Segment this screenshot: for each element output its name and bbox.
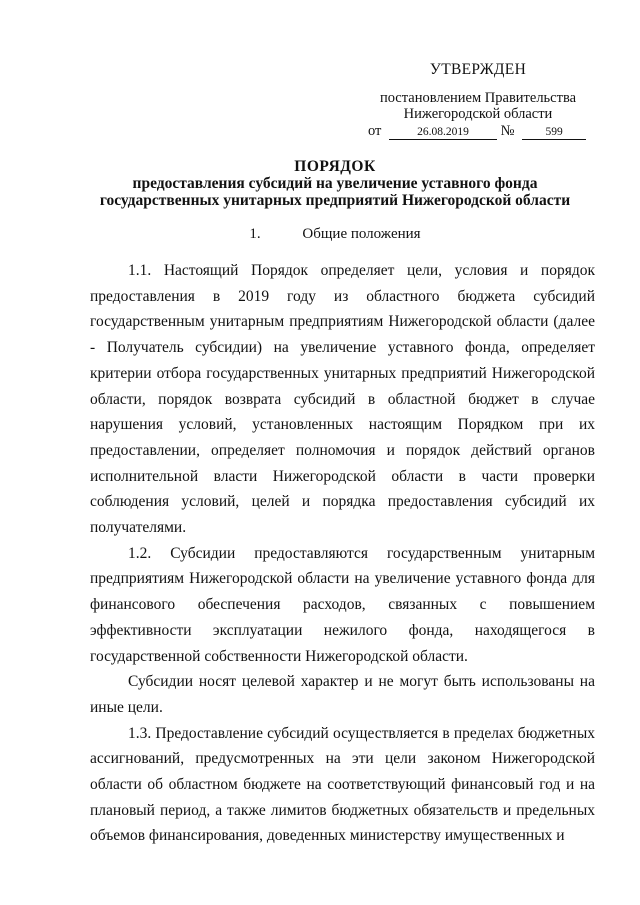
decree-line: постановлением Правительства bbox=[379, 90, 577, 106]
approved-label: УТВЕРЖДЕН bbox=[429, 61, 527, 78]
decree-number: 599 bbox=[522, 126, 586, 140]
decree-date: 26.08.2019 bbox=[389, 126, 497, 140]
paragraph: 1.3. Предоставление субсидий осуществляется в пределах бюджетных ассигнований, предусмотренных на эти цели законом Нижегородской области об областном бюджете на соответствующий финансовый год и на плановый период, а также лимитов бюджетных обязательств и предельных объемов финансирования, доведенных министерству имущественных и bbox=[90, 724, 595, 845]
region-line: Нижегородской области bbox=[403, 106, 553, 122]
document-subtitle: предоставления субсидий на увеличение уставного фонда государственных унитарных предприятий Нижегородской области bbox=[99, 175, 571, 209]
paragraph: Субсидии носят целевой характер и не могут быть использованы на иные цели. bbox=[90, 673, 595, 716]
document-title: ПОРЯДОК bbox=[294, 158, 376, 175]
paragraph: 1.2. Субсидии предоставляются государственным унитарным предприятиям Нижегородской области на увеличение уставного фонда для финансового обеспечения расходов, связанных с повышением эффективности эксплуатации нежилого фонда, находящегося в государственной собственности Нижегородской области. bbox=[90, 544, 595, 665]
document-body bbox=[90, 258, 595, 849]
section-heading bbox=[80, 226, 590, 243]
from-label: от bbox=[368, 123, 382, 139]
approval-stamp bbox=[368, 62, 588, 140]
date-number-line bbox=[368, 123, 588, 140]
paragraph: 1.1. Настоящий Порядок определяет цели, условия и порядок предоставления в 2019 году из областного бюджета субсидий государственным унитарным предприятиям Нижегородской области (далее - Получатель субсидии) на увеличение уставного фонда, определяет критерии отбора государственных унитарных предприятий Нижегородской области, порядок возврата субсидий в областной бюджет в случае нарушения условий, установленных настоящим Порядком при их предоставлении, определяет полномочия и порядок действий органов исполнительной власти Нижегородской области в части проверки соблюдения условий, целей и порядка предоставления субсидий их получателями. bbox=[90, 262, 595, 537]
section-title: Общие положения bbox=[302, 226, 421, 242]
section-number: 1. bbox=[249, 226, 261, 242]
number-label: № bbox=[500, 123, 515, 139]
